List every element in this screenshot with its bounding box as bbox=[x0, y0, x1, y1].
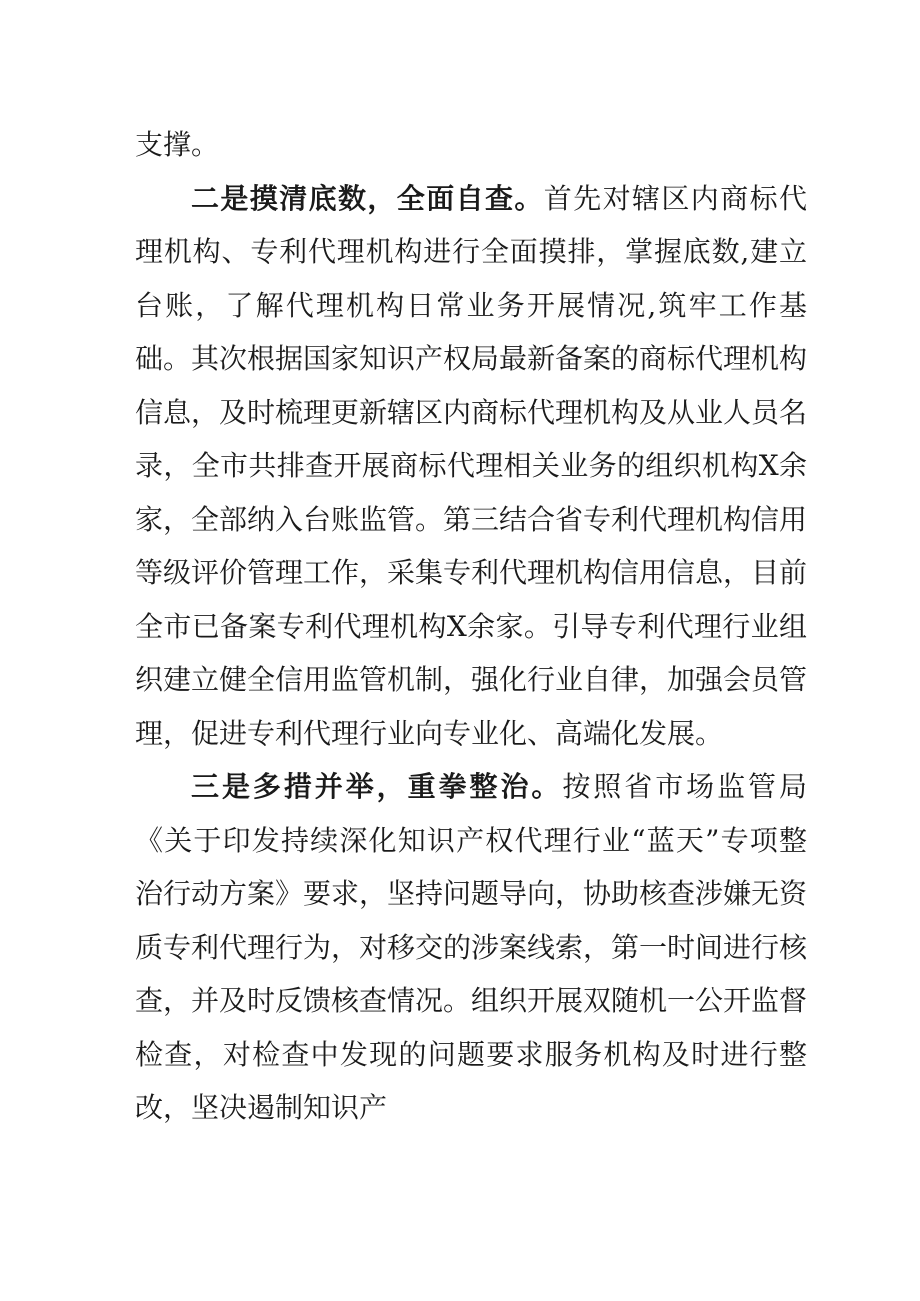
paragraph-text: 支撑。 bbox=[135, 128, 220, 161]
document-body bbox=[135, 118, 807, 1135]
paragraph-continuation bbox=[135, 118, 807, 172]
paragraph-lead-heading: 二是摸清底数，全面自查。 bbox=[191, 181, 544, 215]
paragraph-text: 按照省市场监管局《关于印发持续深化知识产权代理行业“蓝天”专项整治行动方案》要求，坚持问题导向，协助核查涉嫌无资质专利代理行为，对移交的涉案线索，第一时间进行核查，并及时反馈核查情况。组织开展双随机一公开监督检查，对检查中发现的问题要求服务机构及时进行整改，坚决遏制知识产 bbox=[135, 770, 808, 1124]
paragraph-survey-self-check bbox=[135, 172, 807, 761]
paragraph-text: 首先对辖区内商标代理机构、专利代理机构进行全面摸排，掌握底数,建立台账，了解代理机构日常业务开展情况,筑牢工作基础。其次根据国家知识产权局最新备案的商标代理机构信息，及时梳理更新辖区内商标代理机构及从业人员名录，全市共排查开展商标代理相关业务的组织机构X余家，全部纳入台账监管。第三结合省专利代理机构信用等级评价管理工作，采集专利代理机构信用信息，目前全市已备案专利代理机构X余家。引导专利代理行业组织建立健全信用监管机制，强化行业自律，加强会员管理，促进专利代理行业向专业化、高端化发展。 bbox=[135, 181, 808, 750]
paragraph-multiple-measures bbox=[135, 760, 807, 1135]
paragraph-lead-heading: 三是多措并举，重拳整治。 bbox=[191, 770, 563, 803]
